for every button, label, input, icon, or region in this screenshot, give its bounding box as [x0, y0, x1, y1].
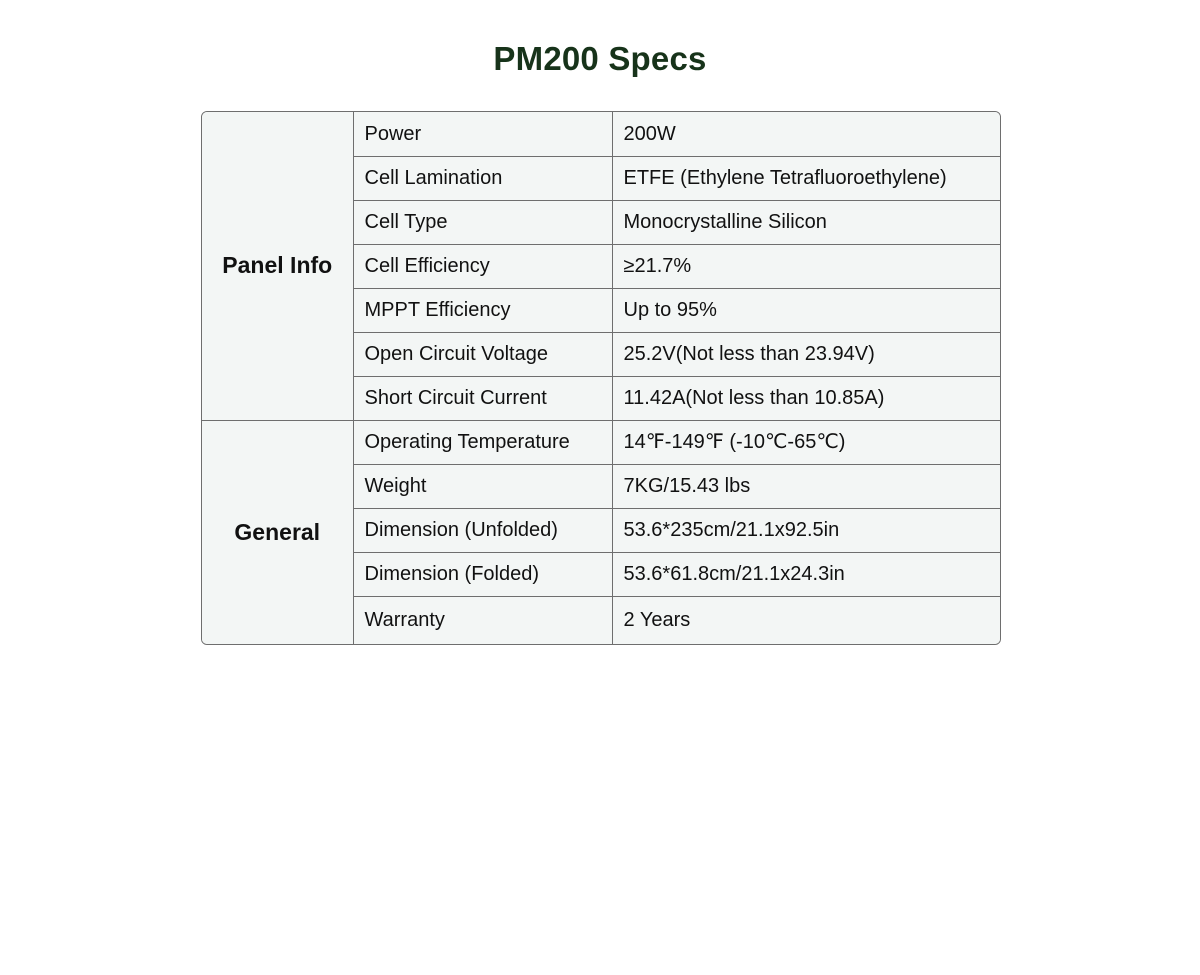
spec-value: Up to 95% — [612, 288, 1000, 332]
spec-label: Cell Lamination — [353, 156, 612, 200]
spec-label: Dimension (Folded) — [353, 552, 612, 596]
spec-value: ETFE (Ethylene Tetrafluoroethylene) — [612, 156, 1000, 200]
group-label-general: General — [202, 420, 353, 644]
spec-label: Power — [353, 112, 612, 156]
spec-label: Cell Type — [353, 200, 612, 244]
spec-value: 200W — [612, 112, 1000, 156]
spec-value: Monocrystalline Silicon — [612, 200, 1000, 244]
spec-value: ≥21.7% — [612, 244, 1000, 288]
group-label-panel-info: Panel Info — [222, 252, 333, 279]
spec-value: 2 Years — [612, 596, 1000, 644]
spec-value: 14℉-149℉ (-10℃-65℃) — [612, 420, 1000, 464]
spec-label: Dimension (Unfolded) — [353, 508, 612, 552]
spec-label: Operating Temperature — [353, 420, 612, 464]
spec-value: 7KG/15.43 lbs — [612, 464, 1000, 508]
page-title: PM200 Specs — [493, 40, 707, 77]
spec-table — [202, 112, 1000, 644]
spec-value: 11.42A(Not less than 10.85A) — [612, 376, 1000, 420]
spec-table-container — [201, 111, 1001, 645]
spec-label: Warranty — [353, 596, 612, 644]
table-row — [202, 112, 1000, 156]
spec-value: 53.6*235cm/21.1x92.5in — [612, 508, 1000, 552]
spec-label: Open Circuit Voltage — [353, 332, 612, 376]
spec-label: MPPT Efficiency — [353, 288, 612, 332]
spec-value: 25.2V(Not less than 23.94V) — [612, 332, 1000, 376]
spec-value: 53.6*61.8cm/21.1x24.3in — [612, 552, 1000, 596]
table-row — [202, 420, 1000, 464]
spec-label: Cell Efficiency — [353, 244, 612, 288]
spec-label: Weight — [353, 464, 612, 508]
spec-label: Short Circuit Current — [353, 376, 612, 420]
